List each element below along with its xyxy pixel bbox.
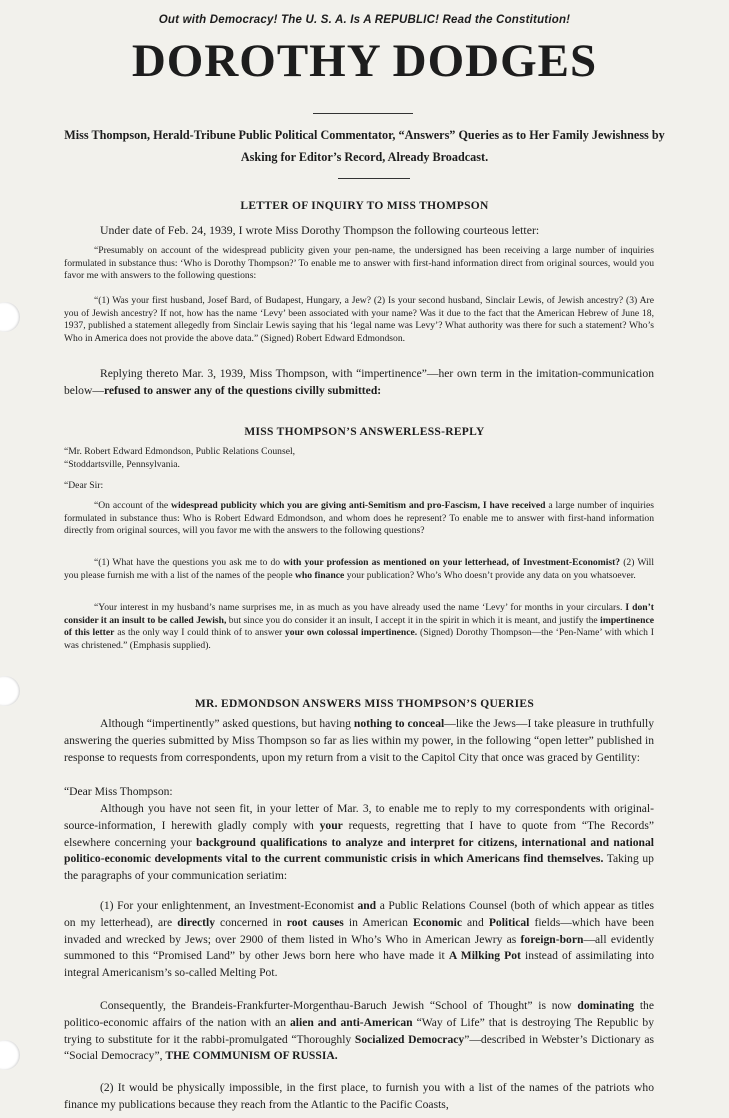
address-line: “Mr. Robert Edward Edmondson, Public Relations Counsel, [64,446,296,457]
tagline: Out with Democracy! The U. S. A. Is A REPUBLIC! Read the Constitution! [158,14,571,26]
divider-rule [338,178,410,179]
punch-hole [0,1040,20,1070]
answer-paragraph: (2) It would be physically impossible, in the first place, to furnish you with a list of the names of the patriots who finance my publications because they reach from the Atlantic to the Pacific Coasts, [64,1081,654,1111]
reply-paragraph: “Your interest in my husband’s name surprises me, in as much as you have already used the name ‘Levy’ for months in your circulars. I don’t consider it an insult to be called Jewish, but since you do consider it an insult, I accept it in the spirit in which it is meant, and justify the impertinence of this letter as the only way I could think of to answer your own colossal impertinence. (Signed) Dorothy Thompson—the ‘Pen-Name’ with which I was christened.” (Emphasis supplied). [64,602,654,651]
answer-paragraph: Although you have not seen fit, in your letter of Mar. 3, to enable me to reply to my correspondents with original-source-information, I herewith gladly comply with your requests, regretting that I have to quote from “The Records” elsewhere concerning your background qualifications to analyze and interpret for citizens, international and national politico-economic developments vital to the current communistic crisis in which Americans find themselves. Taking up the paragraphs of your communication seriatim: [64,802,654,883]
inquiry-questions-paragraph: “(1) Was your first husband, Josef Bard, of Budapest, Hungary, a Jew? (2) Is your second husband, Sinclair Lewis, of Jewish ancestry? (3) Are you of Jewish ancestry? If not, how has the name ‘Levy’ been associated with your name? Was it due to the fact that the American Hebrew of June 18, 1937, published a statement allegedly from Sinclair Lewis saying that his ‘legal name was Levy’? What authority was there for such a statement? Who’s Who in America does not provide the above data.” (Signed) Robert Edward Edmondson. [64,295,654,344]
reply-intro-paragraph: Replying thereto Mar. 3, 1939, Miss Thompson, with “impertinence”—her own term in the imitation-communication below—refused to answer any of the questions civilly submitted: [64,367,654,397]
punch-hole [0,302,20,332]
salutation: “Dear Miss Thompson: [64,785,173,798]
section-title-inquiry: LETTER OF INQUIRY TO MISS THOMPSON [240,200,489,212]
answer-paragraph: Consequently, the Brandeis-Frankfurter-Morgenthau-Baruch Jewish “School of Thought” is now dominating the politico-economic affairs of the nation with an alien and anti-American “Way of Life” that is destroying The Republic by trying to substitute for it the rabbi-promulgated “Thoroughly Socialized Democracy”—described in Webster’s Dictionary as “Social Democracy”, THE COMMUNISM OF RUSSIA. [64,999,654,1063]
answer-paragraph: Although “impertinently” asked questions, but having nothing to conceal—like the Jews—I take pleasure in truthfully answering the queries submitted by Miss Thompson so far as lies within my power, in the following “open letter” published in response to requests from correspondents, upon my return from a visit to the Capitol City that once was graced by Gentility: [64,717,654,764]
address-line: “Stoddartsville, Pennsylvania. [64,459,180,470]
reply-paragraph: “(1) What have the questions you ask me to do with your profession as mentioned on your letterhead, of Investment-Economist? (2) Will you please furnish me with a list of the names of the people who finance your publication? Who’s Who doesn’t provide any data on you whatsoever. [64,557,655,581]
salutation: “Dear Sir: [64,480,104,491]
section-title-answerless-reply: MISS THOMPSON’S ANSWERLESS-REPLY [244,426,485,438]
answer-paragraph: (1) For your enlightenment, an Investment-Economist and a Public Relations Counsel (both of which appear as titles on my letterhead), are directly concerned in root causes in American Economic and Political fields—which have been invaded and wrecked by Jews; over 2900 of them listed in Who’s Who in American Jewry as foreign-born—all evidently summoned to this “Promised Land” by other Jews born here who have made it A Milking Pot instead of assimilating into integral Americanism’s so-called Melting Pot. [64,899,654,980]
intro-paragraph: Under date of Feb. 24, 1939, I wrote Miss Dorothy Thompson the following courteous letter: [100,223,540,237]
reply-paragraph: “On account of the widespread publicity which you are giving anti-Semitism and pro-Fascism, I have received a large number of inquiries formulated in substance thus: Who is Robert Edward Edmondson, and whom does he represent? To enable me to answer with first-hand information directly from original sources, will you favor me with the answers to the following questions? [64,500,654,537]
inquiry-quote-paragraph: “Presumably on account of the widespread publicity given your pen-name, the undersigned has been receiving a large number of inquiries formulated in substance thus: ‘Who is Dorothy Thompson?’ To enable me to answer with first-hand information direct from original sources, would you favor me with answers to the following questions: [64,245,654,282]
subheadline: Miss Thompson, Herald-Tribune Public Political Commentator, “Answers” Queries as to Her Family Jewishness by Asking for Editor’s Record, Already Broadcast. [64,128,665,164]
section-title-edmondson-answers: MR. EDMONDSON ANSWERS MISS THOMPSON’S QUERIES [194,698,535,710]
divider-rule [313,113,413,114]
masthead-title: DOROTHY DODGES [131,35,598,87]
